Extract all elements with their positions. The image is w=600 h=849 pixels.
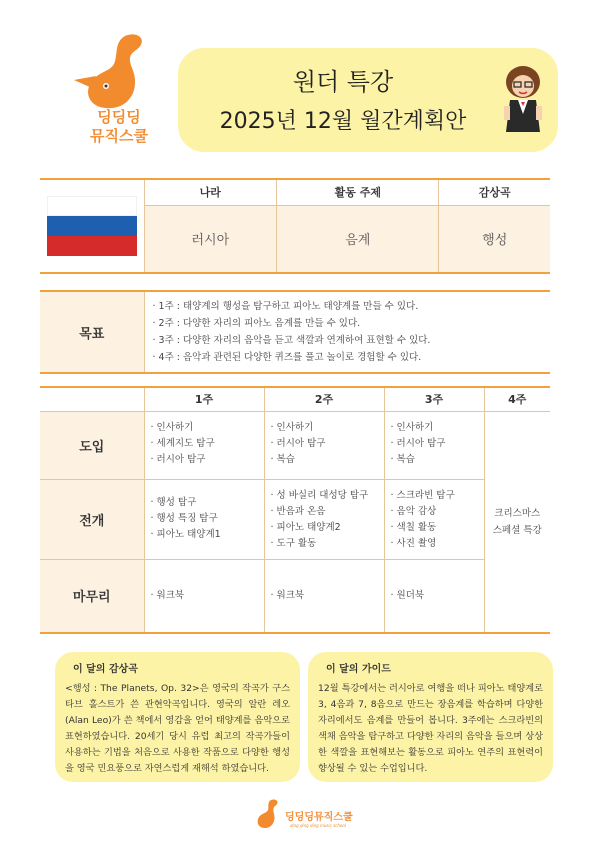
plan-item: · 피아노 태양계2 [270, 521, 341, 533]
row-label-wrapup: 마무리 [40, 559, 144, 633]
week1-header: 1주 [144, 387, 264, 411]
goals-label: 목표 [40, 291, 144, 373]
intro-week2 [264, 411, 384, 479]
plan-item: · 피아노 태양계1 [150, 529, 221, 540]
plan-item: · 러시아 탐구 [150, 453, 206, 465]
wrapup-week3 [384, 559, 484, 633]
plan-item: · 인사하기 [150, 421, 194, 433]
footer-brand-subtext: ding ding ding music school [290, 823, 346, 828]
intro-week1 [144, 411, 264, 479]
value-listening-piece: 행성 [439, 205, 550, 273]
row-label-intro: 도입 [40, 411, 144, 479]
plan-item: · 복습 [270, 453, 295, 465]
info-table [40, 178, 550, 274]
plan-item: · 색칠 활동 [390, 521, 437, 533]
development-week3 [384, 479, 484, 559]
goal-item: · 3주 : 다양한 자리의 음악을 듣고 색깔과 연계하여 표현할 수 있다. [152, 335, 431, 346]
plan-item: · 러시아 탐구 [270, 437, 326, 449]
appreciation-title: 이 달의 감상곡 [73, 664, 138, 675]
page-title: 원더 특강 [292, 68, 394, 96]
wrapup-week2 [264, 559, 384, 633]
plan-item: · 워크북 [270, 589, 305, 601]
row-label-development: 전개 [40, 479, 144, 559]
plan-item: · 음악 감상 [390, 505, 437, 517]
header-country: 나라 [144, 179, 277, 205]
plan-item: · 러시아 탐구 [390, 437, 446, 449]
flag-cell [40, 179, 144, 273]
week4-special [484, 411, 550, 633]
plan-corner [40, 387, 144, 411]
development-week2 [264, 479, 384, 559]
plan-item: · 사진 촬영 [390, 537, 437, 549]
plan-item: · 원더북 [390, 589, 425, 601]
brand-line2: 뮤직스쿨 [90, 127, 148, 145]
value-activity-topic: 음계 [277, 205, 439, 273]
guide-box [308, 652, 553, 782]
goal-item: · 2주 : 다양한 자리의 피아노 음계를 만들 수 있다. [152, 318, 361, 329]
russia-flag-icon [47, 196, 137, 256]
goal-item: · 4주 : 음악과 관련된 다양한 퀴즈를 풀고 놀이로 경험할 수 있다. [152, 352, 422, 363]
week4-line2: 스페셜 특강 [492, 524, 542, 536]
header-listening-piece: 감상곡 [439, 179, 550, 205]
week4-header: 4주 [484, 387, 550, 411]
plan-item: · 행성 탐구 [150, 497, 197, 508]
brand-line1: 딩딩딩 [97, 108, 141, 126]
teacher-character-icon [498, 62, 548, 134]
appreciation-box [55, 652, 300, 782]
plan-item: · 인사하기 [390, 421, 434, 433]
guide-title: 이 달의 가이드 [326, 664, 391, 675]
value-country: 러시아 [144, 205, 277, 273]
guide-body: 12월 특강에서는 러시아로 여행을 떠나 피아노 태양계로 3, 4음과 7, 8음으로 만드는 장음계를 학습하며 다양한 자리에서도 음계를 만들어 봅니다. 3주에는 스크라빈의 색채 음악을 탐구하고 다양한 자리의 음악을 들으며 상상한 색깔을 표현해보는 활동으로 피아노 연주의 표현력이 향상될 수 있는 수업입니다. [318, 683, 543, 774]
development-week1 [144, 479, 264, 559]
goals-table [40, 290, 550, 374]
plan-item: · 반음과 온음 [270, 505, 326, 517]
intro-week3 [384, 411, 484, 479]
plan-item: · 도구 활동 [270, 537, 317, 549]
week2-header: 2주 [264, 387, 384, 411]
plan-item: · 워크북 [150, 589, 185, 601]
plan-item: · 세계지도 탐구 [150, 437, 215, 449]
footer-brand-text: 딩딩딩뮤직스쿨 [285, 812, 353, 823]
week3-header: 3주 [384, 387, 484, 411]
plan-item: · 성 바실리 대성당 탐구 [270, 489, 369, 501]
plan-item: · 행성 특징 탐구 [150, 513, 218, 524]
page-subtitle: 2025년 12월 월간계획안 [219, 109, 467, 134]
weekly-plan-table [40, 386, 550, 634]
header-activity-topic: 활동 주제 [277, 179, 439, 205]
plan-item: · 인사하기 [270, 421, 314, 433]
goals-list [144, 291, 550, 373]
goal-item: · 1주 : 태양계의 행성을 탐구하고 피아노 태양계를 만들 수 있다. [152, 301, 419, 312]
brand-logo-text [84, 108, 154, 146]
appreciation-body: <행성 : The Planets, Op. 32>은 영국의 작곡가 구스타브 홀스트가 쓴 관현악곡입니다. 영국의 알란 레오(Alan Leo)가 쓴 책에서 영감을 얻어 태양계를 음악으로 표현하였습니다. 20세기 당시 유럽 최고의 작곡가들이 사용하는 기법을 처음으로 사용한 작품으로 다양한 행성을 영국 민요풍으로 자연스럽게 재해석 하였습니다. [65, 683, 290, 774]
plan-item: · 스크라빈 탐구 [390, 489, 455, 501]
week4-line1: 크리스마스 [494, 507, 541, 519]
wrapup-week1 [144, 559, 264, 633]
plan-item: · 복습 [390, 453, 415, 465]
